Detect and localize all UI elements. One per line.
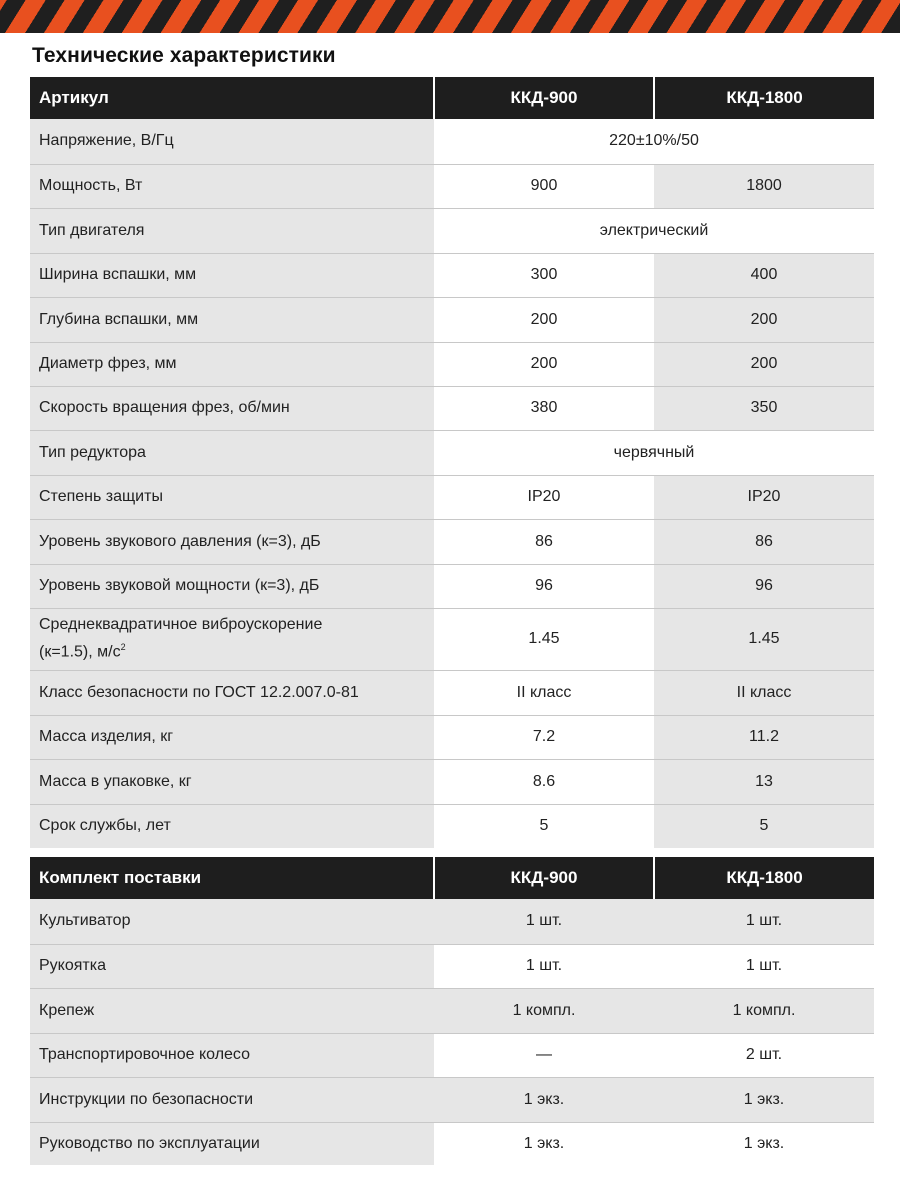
spec-value-model-2: 11.2 [654, 715, 874, 759]
spec-value-model-2: 1800 [654, 164, 874, 208]
kit-item-label: Инструкции по безопасности [30, 1077, 434, 1122]
spec-value-model-1: 8.6 [434, 759, 654, 804]
table-row [30, 475, 874, 519]
spec-value-model-2: 400 [654, 253, 874, 297]
spec-label-line-1: Среднеквадратичное виброускорение [39, 616, 323, 634]
table-row [30, 519, 874, 564]
specifications-header-row [30, 77, 874, 119]
kit-value-model-2: 1 экз. [654, 1122, 874, 1166]
spec-label: Срок службы, лет [30, 804, 434, 849]
spec-value-model-1: 900 [434, 164, 654, 208]
spec-label: Масса изделия, кг [30, 715, 434, 759]
spec-value-model-1: IP20 [434, 475, 654, 519]
spec-label: Масса в упаковке, кг [30, 759, 434, 804]
header-label: Артикул [30, 77, 434, 119]
kit-value-model-1: 1 экз. [434, 1077, 654, 1122]
spec-label: Диаметр фрез, мм [30, 342, 434, 386]
kit-value-model-2: 1 шт. [654, 899, 874, 944]
spec-value-model-1: 1.45 [434, 608, 654, 670]
spec-value-model-1: II класс [434, 670, 654, 715]
spec-value-model-2: 200 [654, 342, 874, 386]
kit-value-model-2: 1 шт. [654, 944, 874, 988]
spec-label: Степень защиты [30, 475, 434, 519]
spec-label: Напряжение, В/Гц [30, 119, 434, 164]
table-row [30, 1033, 874, 1077]
spec-value-model-1: 200 [434, 342, 654, 386]
spec-value-model-2: II класс [654, 670, 874, 715]
spec-value-model-1: 380 [434, 386, 654, 430]
spec-value-merged: червячный [434, 430, 874, 475]
table-row [30, 119, 874, 164]
spec-value-model-1: 7.2 [434, 715, 654, 759]
kit-value-model-1: 1 экз. [434, 1122, 654, 1166]
table-row [30, 988, 874, 1033]
spec-value-model-2: 200 [654, 297, 874, 342]
table-row [30, 208, 874, 253]
spec-label: Ширина вспашки, мм [30, 253, 434, 297]
spec-label: Тип редуктора [30, 430, 434, 475]
kit-header-model-1: ККД-900 [434, 857, 654, 899]
table-row [30, 1122, 874, 1166]
table-row [30, 1077, 874, 1122]
spec-label [30, 608, 434, 670]
table-row [30, 342, 874, 386]
table-row [30, 297, 874, 342]
table-row [30, 944, 874, 988]
table-row [30, 804, 874, 849]
spec-value-model-2: 96 [654, 564, 874, 608]
table-row [30, 670, 874, 715]
kit-value-model-2: 1 экз. [654, 1077, 874, 1122]
spec-value-model-1: 5 [434, 804, 654, 849]
spec-value-model-1: 96 [434, 564, 654, 608]
table-row [30, 899, 874, 944]
spec-value-merged: 220±10%/50 [434, 119, 874, 164]
kit-value-model-1: 1 шт. [434, 944, 654, 988]
spec-value-model-2: IP20 [654, 475, 874, 519]
table-row [30, 164, 874, 208]
kit-item-label: Руководство по эксплуатации [30, 1122, 434, 1166]
delivery-kit-table [30, 857, 874, 1167]
kit-value-model-1: 1 компл. [434, 988, 654, 1033]
header-model-2: ККД-1800 [654, 77, 874, 119]
table-row [30, 759, 874, 804]
spec-label-line-2: (к=1.5), м/с [39, 643, 121, 661]
kit-value-model-1: 1 шт. [434, 899, 654, 944]
table-row [30, 386, 874, 430]
spec-value-model-2: 350 [654, 386, 874, 430]
specifications-table [30, 77, 874, 850]
spec-label: Уровень звуковой мощности (к=3), дБ [30, 564, 434, 608]
spec-value-model-2: 1.45 [654, 608, 874, 670]
kit-value-model-2: 1 компл. [654, 988, 874, 1033]
page-title: Технические характеристики [32, 44, 336, 67]
table-row [30, 253, 874, 297]
kit-item-label: Культиватор [30, 899, 434, 944]
table-row [30, 608, 874, 670]
kit-item-label: Транспортировочное колесо [30, 1033, 434, 1077]
kit-value-model-1: — [434, 1033, 654, 1077]
spec-value-model-2: 13 [654, 759, 874, 804]
kit-header-row [30, 857, 874, 899]
header-model-1: ККД-900 [434, 77, 654, 119]
table-row [30, 715, 874, 759]
spec-label: Мощность, Вт [30, 164, 434, 208]
spec-label: Уровень звукового давления (к=3), дБ [30, 519, 434, 564]
spec-value-model-1: 200 [434, 297, 654, 342]
spec-label: Глубина вспашки, мм [30, 297, 434, 342]
kit-value-model-2: 2 шт. [654, 1033, 874, 1077]
spec-label: Класс безопасности по ГОСТ 12.2.007.0-81 [30, 670, 434, 715]
spec-value-model-1: 86 [434, 519, 654, 564]
kit-header-model-2: ККД-1800 [654, 857, 874, 899]
table-row [30, 430, 874, 475]
kit-header-label: Комплект поставки [30, 857, 434, 899]
kit-item-label: Рукоятка [30, 944, 434, 988]
spec-label: Тип двигателя [30, 208, 434, 253]
spec-value-model-1: 300 [434, 253, 654, 297]
kit-item-label: Крепеж [30, 988, 434, 1033]
spec-value-model-2: 5 [654, 804, 874, 849]
spec-value-merged: электрический [434, 208, 874, 253]
spec-label: Скорость вращения фрез, об/мин [30, 386, 434, 430]
unit-superscript: 2 [120, 642, 126, 653]
table-row [30, 564, 874, 608]
spec-value-model-2: 86 [654, 519, 874, 564]
hazard-stripe-banner [0, 0, 900, 33]
